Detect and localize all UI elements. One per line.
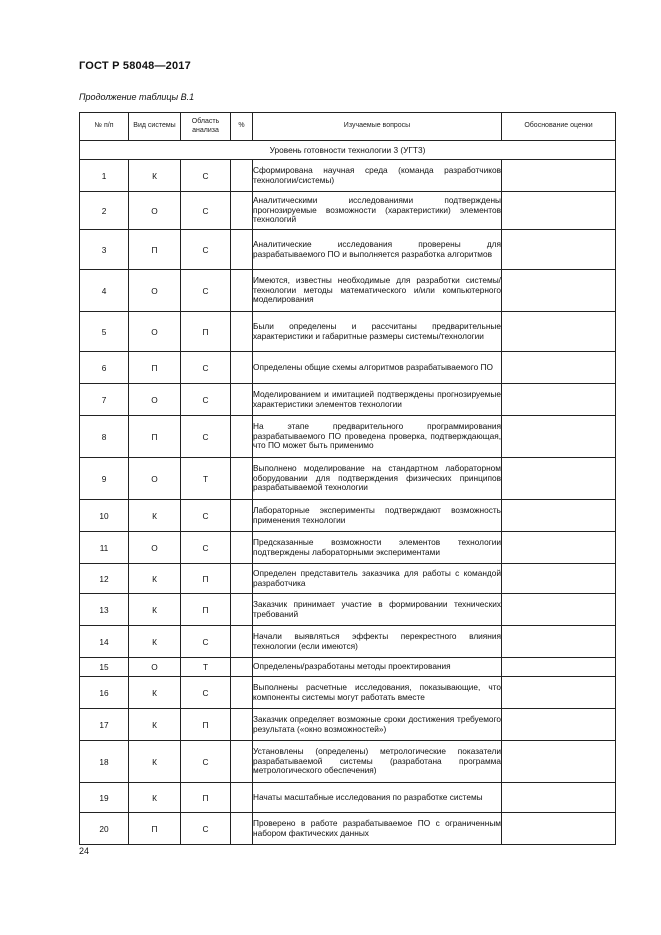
row-num: 8	[80, 416, 129, 458]
row-percent	[231, 270, 253, 312]
row-justification	[502, 230, 616, 270]
assessment-table	[79, 112, 616, 845]
row-percent	[231, 626, 253, 658]
row-system-type: О	[129, 270, 181, 312]
row-system-type: О	[129, 192, 181, 230]
row-justification	[502, 783, 616, 813]
row-system-type: О	[129, 658, 181, 677]
row-percent	[231, 160, 253, 192]
table-row	[80, 709, 616, 741]
row-percent	[231, 783, 253, 813]
row-percent	[231, 658, 253, 677]
row-justification	[502, 677, 616, 709]
table-row	[80, 192, 616, 230]
table-row	[80, 783, 616, 813]
table-row	[80, 384, 616, 416]
row-num: 1	[80, 160, 129, 192]
row-percent	[231, 709, 253, 741]
row-area: П	[181, 783, 231, 813]
table-row	[80, 230, 616, 270]
row-area: П	[181, 312, 231, 352]
row-question: Имеются, известны необходимые для разработки системы/технологии методы математического и/или компьютерного моделирования	[253, 270, 502, 312]
row-percent	[231, 416, 253, 458]
row-num: 12	[80, 564, 129, 594]
row-question: На этапе предварительного программирования разрабатываемого ПО проведена проверка, подтверждающая, что ПО может быть применимо	[253, 416, 502, 458]
row-question: Установлены (определены) метрологические показатели разрабатываемой системы (разработана программа метрологического обеспечения)	[253, 741, 502, 783]
row-num: 3	[80, 230, 129, 270]
row-num: 10	[80, 500, 129, 532]
row-question: Предсказанные возможности элементов технологии подтверждены лабораторными экспериментами	[253, 532, 502, 564]
row-system-type: П	[129, 230, 181, 270]
row-question: Определен представитель заказчика для работы с командой разработчика	[253, 564, 502, 594]
row-justification	[502, 500, 616, 532]
row-system-type: П	[129, 352, 181, 384]
table-row	[80, 564, 616, 594]
row-num: 18	[80, 741, 129, 783]
row-num: 17	[80, 709, 129, 741]
row-area: С	[181, 192, 231, 230]
row-system-type: П	[129, 416, 181, 458]
row-area: С	[181, 230, 231, 270]
table-row	[80, 352, 616, 384]
row-area: С	[181, 352, 231, 384]
row-justification	[502, 532, 616, 564]
section-row	[80, 141, 616, 160]
row-system-type: К	[129, 677, 181, 709]
table-row	[80, 626, 616, 658]
row-area: С	[181, 500, 231, 532]
row-num: 2	[80, 192, 129, 230]
row-question: Заказчик принимает участие в формировании технических требований	[253, 594, 502, 626]
row-num: 4	[80, 270, 129, 312]
row-question: Лабораторные эксперименты подтверждают возможность применения технологии	[253, 500, 502, 532]
row-percent	[231, 500, 253, 532]
col-header-percent: %	[231, 113, 253, 141]
page-number: 24	[79, 846, 90, 856]
table-row	[80, 270, 616, 312]
row-question: Проверено в работе разрабатываемое ПО с ограниченным набором фактических данных	[253, 813, 502, 845]
row-question: Определены/разработаны методы проектирования	[253, 658, 502, 677]
row-num: 16	[80, 677, 129, 709]
row-percent	[231, 741, 253, 783]
row-num: 5	[80, 312, 129, 352]
table-header-row	[80, 113, 616, 141]
col-header-system-type: Вид системы	[129, 113, 181, 141]
row-area: С	[181, 741, 231, 783]
table-row	[80, 416, 616, 458]
row-percent	[231, 312, 253, 352]
table-row	[80, 741, 616, 783]
row-num: 13	[80, 594, 129, 626]
col-header-justification: Обоснование оценки	[502, 113, 616, 141]
row-system-type: К	[129, 594, 181, 626]
row-system-type: П	[129, 813, 181, 845]
row-justification	[502, 270, 616, 312]
row-justification	[502, 352, 616, 384]
row-justification	[502, 813, 616, 845]
section-title: Уровень готовности технологии 3 (УГТ3)	[80, 141, 616, 160]
row-justification	[502, 458, 616, 500]
row-num: 15	[80, 658, 129, 677]
row-justification	[502, 741, 616, 783]
table-row	[80, 312, 616, 352]
row-num: 6	[80, 352, 129, 384]
row-justification	[502, 626, 616, 658]
row-question: Выполнено моделирование на стандартном лабораторном оборудовании для подтверждения физических принципов разрабатываемой технологии	[253, 458, 502, 500]
row-percent	[231, 532, 253, 564]
row-area: Т	[181, 458, 231, 500]
table-row	[80, 594, 616, 626]
row-area: Т	[181, 658, 231, 677]
row-num: 20	[80, 813, 129, 845]
row-num: 7	[80, 384, 129, 416]
row-area: С	[181, 532, 231, 564]
document-code: ГОСТ Р 58048—2017	[79, 60, 191, 72]
row-area: С	[181, 626, 231, 658]
row-num: 9	[80, 458, 129, 500]
row-justification	[502, 594, 616, 626]
row-num: 11	[80, 532, 129, 564]
table-row	[80, 658, 616, 677]
col-header-questions: Изучаемые вопросы	[253, 113, 502, 141]
row-area: С	[181, 160, 231, 192]
row-area: С	[181, 416, 231, 458]
row-justification	[502, 192, 616, 230]
row-percent	[231, 192, 253, 230]
row-num: 19	[80, 783, 129, 813]
row-justification	[502, 384, 616, 416]
row-percent	[231, 813, 253, 845]
row-area: П	[181, 709, 231, 741]
row-percent	[231, 458, 253, 500]
row-percent	[231, 230, 253, 270]
row-system-type: К	[129, 564, 181, 594]
row-area: П	[181, 594, 231, 626]
row-question: Выполнены расчетные исследования, показывающие, что компоненты системы могут работать вместе	[253, 677, 502, 709]
row-area: С	[181, 270, 231, 312]
row-percent	[231, 564, 253, 594]
col-header-area: Область анализа	[181, 113, 231, 141]
row-system-type: К	[129, 626, 181, 658]
row-system-type: К	[129, 783, 181, 813]
table-row	[80, 160, 616, 192]
row-system-type: К	[129, 709, 181, 741]
row-question: Моделированием и имитацией подтверждены прогнозируемые характеристики элементов технологии	[253, 384, 502, 416]
row-justification	[502, 160, 616, 192]
row-system-type: О	[129, 312, 181, 352]
row-area: С	[181, 813, 231, 845]
row-justification	[502, 658, 616, 677]
row-question: Были определены и рассчитаны предварительные характеристики и габаритные размеры системы/технологии	[253, 312, 502, 352]
row-question: Заказчик определяет возможные сроки достижения требуемого результата («окно возможностей»)	[253, 709, 502, 741]
row-percent	[231, 352, 253, 384]
table-row	[80, 458, 616, 500]
row-system-type: О	[129, 532, 181, 564]
row-justification	[502, 564, 616, 594]
row-num: 14	[80, 626, 129, 658]
row-question: Начали выявляться эффекты перекрестного влияния технологии (если имеются)	[253, 626, 502, 658]
row-question: Сформирована научная среда (команда разработчиков технологии/системы)	[253, 160, 502, 192]
row-justification	[502, 312, 616, 352]
row-question: Аналитические исследования проверены для разрабатываемого ПО и выполняется разработка алгоритмов	[253, 230, 502, 270]
col-header-num: № п/п	[80, 113, 129, 141]
table-row	[80, 813, 616, 845]
row-justification	[502, 416, 616, 458]
row-percent	[231, 594, 253, 626]
row-system-type: О	[129, 384, 181, 416]
row-question: Аналитическими исследованиями подтверждены прогнозируемые возможности (характеристики) элементов технологий	[253, 192, 502, 230]
table-row	[80, 677, 616, 709]
table-caption: Продолжение таблицы В.1	[79, 92, 195, 102]
row-system-type: К	[129, 741, 181, 783]
row-system-type: О	[129, 458, 181, 500]
row-question: Определены общие схемы алгоритмов разрабатываемого ПО	[253, 352, 502, 384]
row-area: П	[181, 564, 231, 594]
row-area: С	[181, 384, 231, 416]
table-row	[80, 500, 616, 532]
row-justification	[502, 709, 616, 741]
row-area: С	[181, 677, 231, 709]
row-question: Начаты масштабные исследования по разработке системы	[253, 783, 502, 813]
row-percent	[231, 677, 253, 709]
table-row	[80, 532, 616, 564]
row-percent	[231, 384, 253, 416]
row-system-type: К	[129, 500, 181, 532]
row-system-type: К	[129, 160, 181, 192]
